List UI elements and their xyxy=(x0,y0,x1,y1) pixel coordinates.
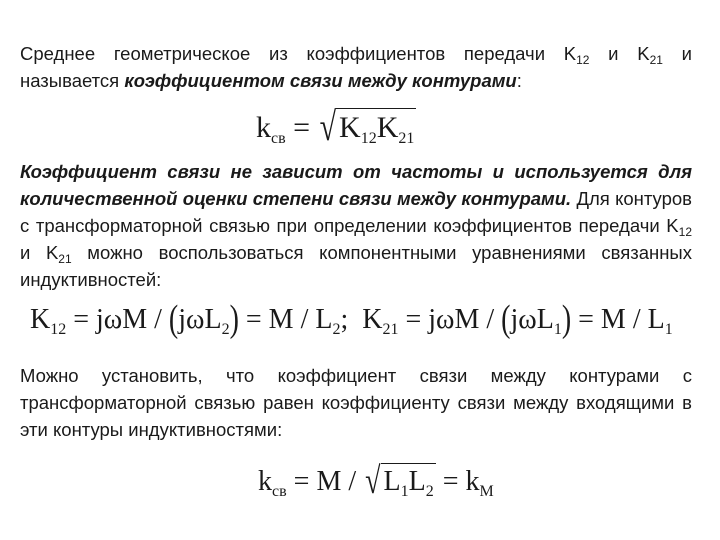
expression: = jωM / xyxy=(398,304,502,335)
text: можно воспользоваться компонентными уравнениями связанных индуктивностей: xyxy=(20,242,692,290)
subscript: 1 xyxy=(664,321,673,338)
subscript: 21 xyxy=(58,252,72,266)
expression: = k xyxy=(435,466,480,497)
text: Для контуров с трансформаторной связью при определении коэффициентов передачи K xyxy=(20,188,693,236)
subscript: 1 xyxy=(553,321,562,338)
intro-line-1 xyxy=(20,40,692,67)
subscript: 21 xyxy=(382,321,399,338)
subscript: 1 xyxy=(400,483,409,500)
subscript: 21 xyxy=(398,130,415,147)
text: и xyxy=(662,43,692,64)
conclusion-paragraph xyxy=(20,362,692,443)
expression: = M / L xyxy=(571,304,665,335)
radicand xyxy=(381,463,436,498)
subscript: M xyxy=(479,483,494,500)
separator: ; xyxy=(340,304,363,335)
emphasized-term: коэффициентом связи между контурами xyxy=(124,70,517,91)
subscript: 12 xyxy=(50,321,67,338)
formula-transfer-coefficients xyxy=(30,298,673,341)
text: Можно установить, что коэффициент связи между контурами с трансформаторной связью равен коэффициенту связи между входящими в эти контуры индуктивностями: xyxy=(20,365,692,440)
symbol: k xyxy=(258,466,272,497)
operator: = xyxy=(285,111,318,144)
symbol: K xyxy=(362,304,383,335)
sqrt-icon: √ xyxy=(319,105,337,150)
paren-close-icon: ) xyxy=(229,298,239,341)
formula-coupling-coefficient xyxy=(256,105,416,150)
subscript: 2 xyxy=(332,321,341,338)
symbol: K xyxy=(339,111,361,144)
sqrt-icon: √ xyxy=(365,460,381,503)
text: и K xyxy=(20,242,59,263)
text: : xyxy=(516,70,522,91)
subscript: 12 xyxy=(576,53,590,67)
expression: jωL xyxy=(510,304,554,335)
radicand xyxy=(336,108,416,145)
subscript: св xyxy=(272,483,287,500)
paren-open-icon: ( xyxy=(501,298,511,341)
text: называется xyxy=(20,70,125,91)
emphasized-statement: Коэффициент связи не зависит от частоты и используется для количественной оценки степени связи между контурами. xyxy=(20,161,692,209)
intro-line-2 xyxy=(20,67,692,94)
symbol: k xyxy=(256,111,271,144)
expression: = M / xyxy=(286,466,364,497)
paren-open-icon: ( xyxy=(168,298,179,341)
text: и K xyxy=(589,43,650,64)
expression: = jωM / xyxy=(66,304,169,335)
symbol: K xyxy=(30,304,51,335)
subscript: 2 xyxy=(221,321,230,338)
text: Среднее геометрическое из коэффициентов передачи K xyxy=(20,43,577,64)
paren-close-icon: ) xyxy=(561,298,572,341)
expression: = M / L xyxy=(238,304,333,335)
symbol: L xyxy=(408,466,426,497)
subscript: 2 xyxy=(425,483,434,500)
main-paragraph xyxy=(20,158,692,293)
subscript: 12 xyxy=(360,130,377,147)
intro-paragraph xyxy=(20,40,692,94)
subscript: 21 xyxy=(649,53,663,67)
symbol: L xyxy=(383,466,401,497)
expression: jωL xyxy=(178,304,222,335)
subscript: 12 xyxy=(678,225,692,239)
formula-inductance-coupling xyxy=(258,460,494,503)
subscript: св xyxy=(271,130,286,147)
symbol: K xyxy=(376,111,399,144)
